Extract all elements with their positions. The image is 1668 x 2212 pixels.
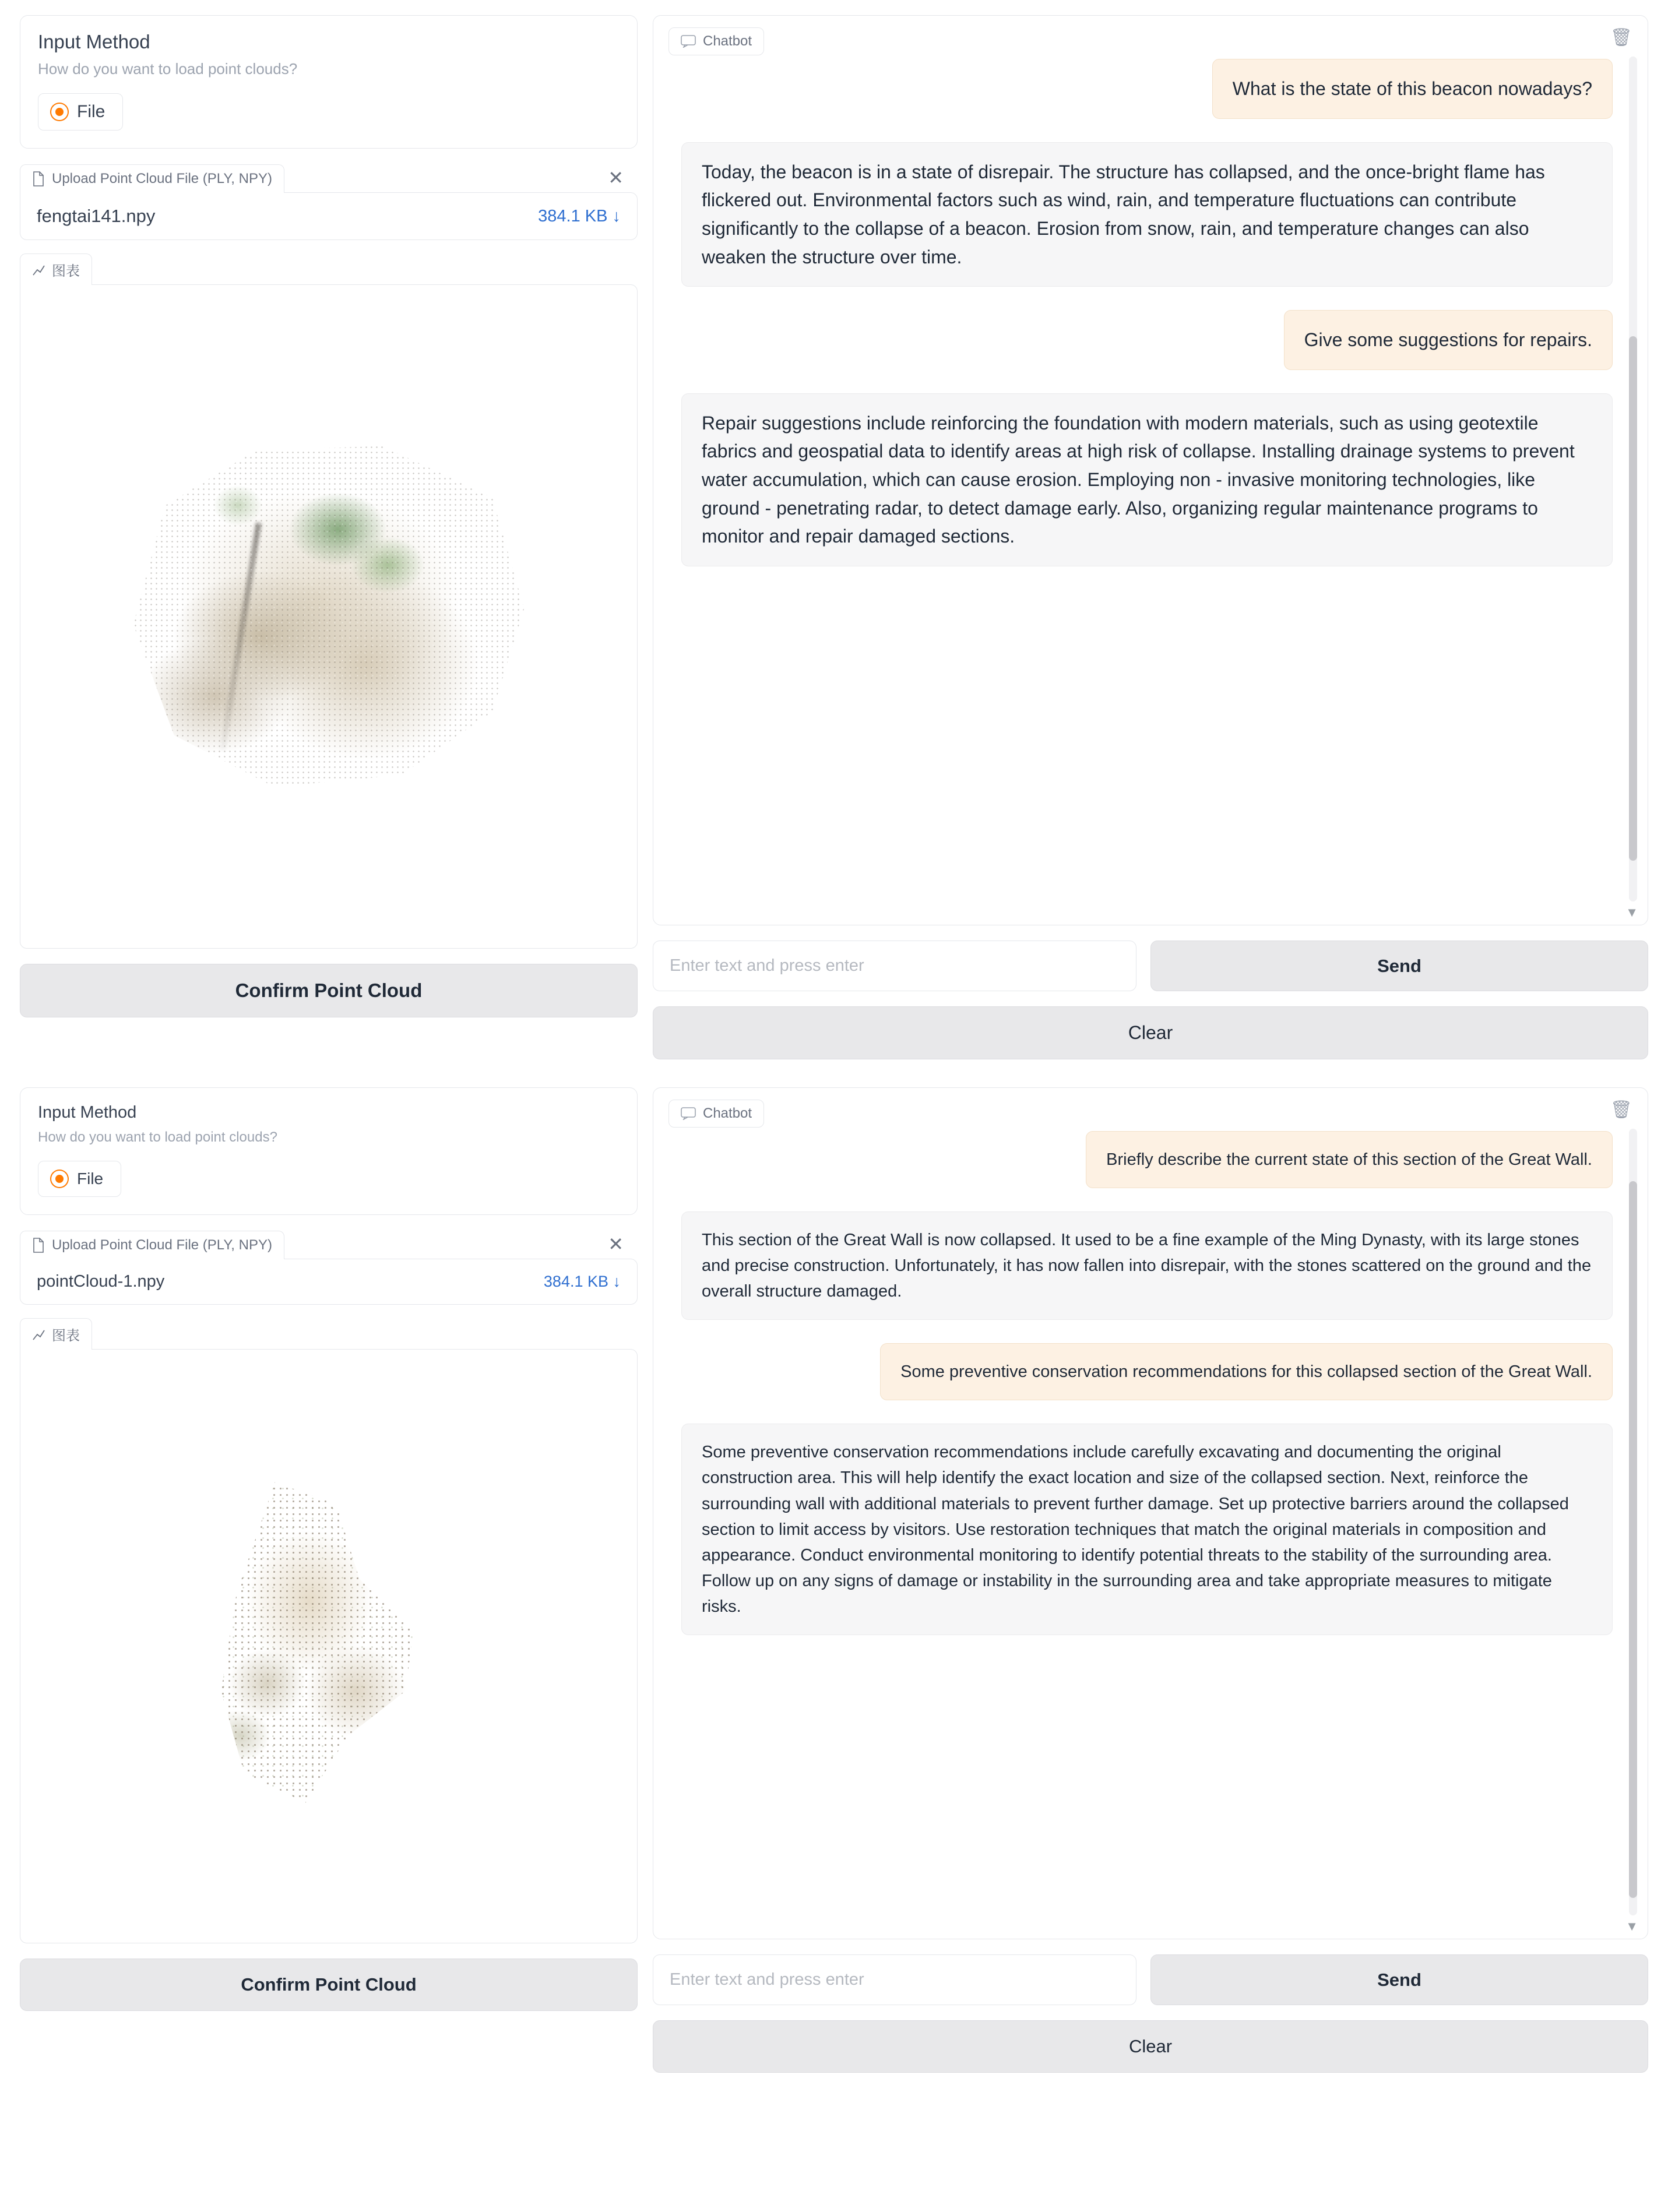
- chat-message-bot: [681, 1211, 1613, 1320]
- chat-panel-1: [653, 15, 1648, 1059]
- input-method-subtitle: How do you want to load point clouds?: [38, 60, 298, 78]
- confirm-point-cloud-button-2[interactable]: Confirm Point Cloud: [20, 1959, 638, 2011]
- uploaded-file-size[interactable]: 384.1 KB ↓: [538, 206, 621, 226]
- input-method-card-2: [20, 1087, 638, 1215]
- plot-header-2: [20, 1318, 92, 1350]
- uploaded-file-row-1[interactable]: [20, 192, 638, 240]
- chat-message-user: [681, 59, 1613, 119]
- upload-header-2: [20, 1231, 284, 1259]
- radio-option-file-1[interactable]: [38, 93, 123, 131]
- chatbot-header-label: Chatbot: [703, 33, 752, 49]
- chat-text-input-1[interactable]: Enter text and press enter: [653, 941, 1136, 991]
- chat-input-row-2: [653, 1954, 1648, 2005]
- chat-message-list-2[interactable]: [653, 1088, 1648, 1939]
- upload-block-1: [20, 164, 638, 240]
- input-method-title: Input Method: [38, 31, 150, 52]
- point-cloud-render-1: [101, 418, 556, 815]
- point-cloud-panel-2: [20, 1087, 638, 2011]
- chatbot-header-label: Chatbot: [703, 1105, 752, 1121]
- confirm-point-cloud-button-1[interactable]: Confirm Point Cloud: [20, 964, 638, 1017]
- chart-icon: [32, 1328, 46, 1341]
- chat-bubble-bot: This section of the Great Wall is now collapsed. It used to be a fine example of the Ming Dynasty, with its large stones and precise construction. Unfortunately, it has now fallen into disrepair, with the stones scattered on the ground and the overall structure damaged.: [681, 1211, 1613, 1320]
- chat-bubble-user: Briefly describe the current state of this section of the Great Wall.: [1086, 1131, 1613, 1188]
- chat-scrollbar-thumb[interactable]: [1629, 1181, 1637, 1898]
- point-cloud-viewport-2[interactable]: [20, 1349, 638, 1943]
- clear-history-trash-icon-2[interactable]: 🗑: [1610, 1100, 1632, 1119]
- upload-header-label: Upload Point Cloud File (PLY, NPY): [52, 1237, 272, 1253]
- chatbot-card-2: [653, 1087, 1648, 1939]
- scroll-down-arrow-icon-2[interactable]: ▼: [1625, 1919, 1638, 1933]
- uploaded-file-row-2[interactable]: [20, 1259, 638, 1305]
- chat-bubble-user: Give some suggestions for repairs.: [1284, 310, 1613, 370]
- chat-message-user: [681, 310, 1613, 370]
- chat-message-bot: [681, 393, 1613, 566]
- point-cloud-viewport-1[interactable]: [20, 284, 638, 949]
- chat-scrollbar-2[interactable]: [1629, 1129, 1637, 1915]
- send-button-2[interactable]: Send: [1150, 1954, 1648, 2005]
- clear-history-trash-icon-1[interactable]: 🗑: [1610, 28, 1632, 47]
- chat-message-list-1[interactable]: [653, 16, 1648, 925]
- input-method-card-1: [20, 15, 638, 149]
- chat-bubble-bot: Today, the beacon is in a state of disrepair. The structure has collapsed, and the once-bright flame has flickered out. Environmental factors such as wind, rain, and temperature fluctuations can contribute significantly to the collapse of a beacon. Erosion from snow, rain, and temperature changes can also weaken the structure over time.: [681, 142, 1613, 287]
- point-cloud-render-2: [136, 1460, 521, 1833]
- clear-button-2[interactable]: Clear: [653, 2020, 1648, 2073]
- chart-icon: [32, 263, 46, 276]
- chat-panel-2: [653, 1087, 1648, 2073]
- chat-bubble-user: Some preventive conservation recommendations for this collapsed section of the Great Wall.: [880, 1343, 1613, 1400]
- chat-bubble-bot: Repair suggestions include reinforcing the foundation with modern materials, such as using geotextile fabrics and geospatial data to identify areas at high risk of collapse. Installing drainage systems to prevent water accumulation, which can cause erosion. Employing non - invasive monitoring technologies, like ground - penetrating radar, to detect damage early. Also, organizing regular maintenance programs to monitor and repair damaged sections.: [681, 393, 1613, 566]
- plot-block-1: [20, 253, 638, 949]
- section-divider: [20, 1059, 1648, 1087]
- chat-text-input-2[interactable]: Enter text and press enter: [653, 1954, 1136, 2005]
- radio-option-file-2[interactable]: [38, 1161, 121, 1197]
- radio-selected-icon: [51, 104, 68, 120]
- chat-message-user: [681, 1131, 1613, 1188]
- chat-message-user: [681, 1343, 1613, 1400]
- chat-bubble-user: What is the state of this beacon nowadays?: [1212, 59, 1613, 119]
- input-method-subtitle: How do you want to load point clouds?: [38, 1129, 277, 1145]
- upload-header-label: Upload Point Cloud File (PLY, NPY): [52, 171, 272, 186]
- upload-clear-icon-1[interactable]: ✕: [608, 167, 624, 188]
- plot-header-1: [20, 253, 92, 285]
- input-method-title: Input Method: [38, 1103, 137, 1122]
- uploaded-file-name: pointCloud-1.npy: [37, 1272, 165, 1291]
- send-button-1[interactable]: Send: [1150, 941, 1648, 991]
- point-cloud-panel-1: [20, 15, 638, 1017]
- radio-option-label: File: [77, 102, 105, 121]
- chat-scrollbar-thumb[interactable]: [1629, 336, 1637, 861]
- plot-header-label: 图表: [52, 263, 80, 279]
- chat-input-row-1: [653, 941, 1648, 991]
- chat-bubble-bot: Some preventive conservation recommendations include carefully excavating and documenting the original construction area. This will help identify the exact location and size of the collapsed section. Next, reinforce the surrounding wall with additional materials to prevent further damage. Set up protective barriers around the collapsed section to limit access by visitors. Use restoration techniques that match the original materials in composition and appearance. Conduct environmental monitoring to identify potential threats to the stability of the surrounding area. Follow up on any signs of damage or instability in the surrounding area and take appropriate measures to mitigate risks.: [681, 1424, 1613, 1635]
- chat-message-bot: [681, 142, 1613, 287]
- chatbot-card-1: [653, 15, 1648, 925]
- file-icon: [32, 1238, 45, 1253]
- instance-2: [20, 1087, 1648, 2073]
- upload-header-1: [20, 164, 284, 193]
- uploaded-file-name: fengtai141.npy: [37, 206, 156, 226]
- radio-option-label: File: [77, 1170, 104, 1188]
- chat-scrollbar-1[interactable]: [1629, 57, 1637, 901]
- plot-header-label: 图表: [52, 1328, 80, 1344]
- radio-selected-icon: [51, 1171, 68, 1187]
- upload-block-2: [20, 1230, 638, 1305]
- uploaded-file-size[interactable]: 384.1 KB ↓: [543, 1273, 621, 1290]
- instance-1: [20, 15, 1648, 1059]
- plot-block-2: [20, 1318, 638, 1943]
- scroll-down-arrow-icon-1[interactable]: ▼: [1625, 905, 1638, 920]
- file-icon: [32, 171, 45, 186]
- chat-message-bot: [681, 1424, 1613, 1635]
- clear-button-1[interactable]: Clear: [653, 1006, 1648, 1059]
- upload-clear-icon-2[interactable]: ✕: [608, 1234, 624, 1255]
